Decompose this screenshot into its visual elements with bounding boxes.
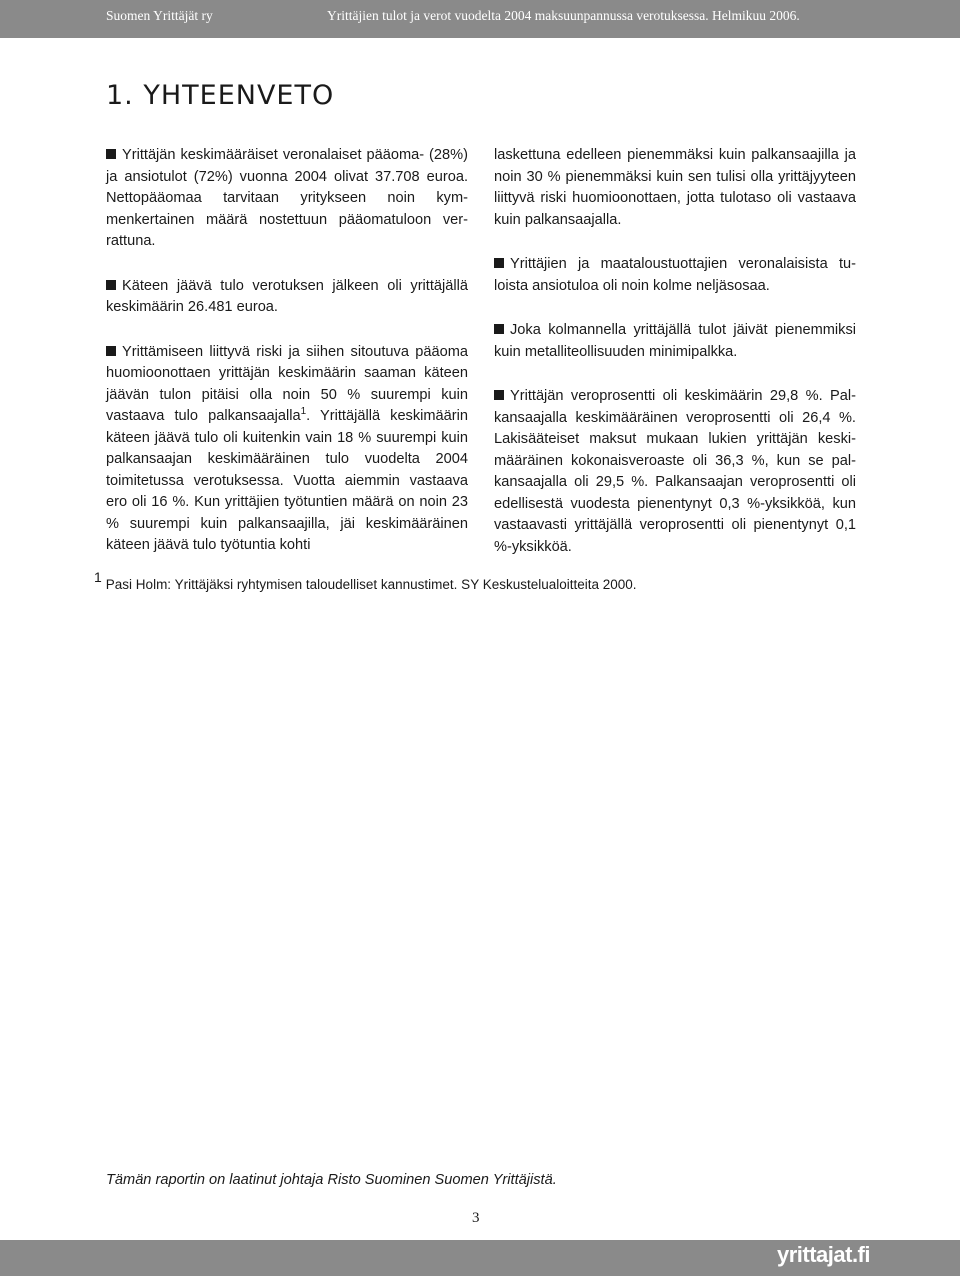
footnote-reference[interactable]: 1 bbox=[300, 406, 307, 418]
site-logo[interactable]: yrittajat.fi bbox=[776, 1242, 870, 1267]
header-report-title: Yrittäjien tulot ja verot vuodelta 2004 maksuunpannussa verotuksessa. Helmikuu 2006. bbox=[327, 8, 800, 23]
square-bullet-icon bbox=[494, 390, 504, 400]
page-header bbox=[0, 0, 960, 38]
paragraph-text: Yrittäjien ja maataloustuottajien veronalaisista tuloista ansiotuloa oli noin kolme neljäsosaa. bbox=[494, 256, 856, 294]
square-bullet-icon bbox=[494, 258, 504, 268]
summary-paragraph bbox=[106, 145, 468, 253]
square-bullet-icon bbox=[106, 280, 116, 290]
paragraph-text: Joka kolmannella yrittäjällä tulot jäivät pienemmiksi kuin metalliteollisuuden minimipalkka. bbox=[494, 322, 856, 360]
paragraph-text: Käteen jäävä tulo verotuksen jälkeen oli yrittäjällä keskimäärin 26.481 euroa. bbox=[106, 277, 468, 315]
paragraph-text: laskettuna edelleen pienemmäksi kuin palkansaajilla ja noin 30 % pienemmäksi kuin sen tulisi olla yrittäjyyteen liittyvä riski huomioonottaen, jotta tulotaso oli vastaava kuin palkansaajalla. bbox=[494, 147, 856, 228]
square-bullet-icon bbox=[106, 346, 116, 356]
paragraph-text: Yrittäjän keskimääräiset veronalaiset pääoma- (28%) ja ansiotulot (72%) vuonna 2004 olivat 37.708 euroa. Nettopääomaa tarvitaan yritykseen noin kymmenkertainen määrä nostettuun pääomatuloon verrattuna. bbox=[106, 147, 468, 249]
summary-paragraph bbox=[494, 254, 856, 297]
paragraph-text: . Yrittäjällä keskimäärin käteen jäävä tulo oli kuitenkin vain 18 % suurempi kuin palkansaajan keskimääräinen tulo vuodelta 2004 toimitetussa verotuksessa. Vuotta aiemmin vastaava ero oli 16 %. Kun yrittäjien työtuntien määrä on noin 23 % suurempi kuin palkansaajilla, jäi keskimääräinen käteen jäävä tulo työtuntia kohti bbox=[106, 408, 469, 553]
right-column bbox=[494, 145, 856, 581]
footnote bbox=[94, 569, 794, 592]
author-note: Tämän raportin on laatinut johtaja Risto Suominen Suomen Yrittäjistä. bbox=[106, 1172, 557, 1188]
section-title: 1. YHTEENVETO bbox=[106, 80, 335, 111]
summary-paragraph bbox=[106, 342, 468, 557]
paragraph-text: Yrittäjän veroprosentti oli keskimäärin 29,8 %. Palkansaajalla keskimääräinen veroprosentti oli 26,4 %. Lakisääteiset maksut mukaan lukien yrittäjän keskimääräinen kokonaisveroaste oli 36,3 %, kun se palkansaajalla oli 29,5 %. Palkansaajan veroprosentti oli edellisestä vuodesta pienentynyt 0,3 %-yksikköä, kun vastaavasti yrittäjällä veroprosentti oli pienentynyt 0,1 %-yksikköä. bbox=[494, 388, 856, 555]
summary-paragraph bbox=[494, 145, 856, 231]
page-footer bbox=[0, 1240, 960, 1276]
paragraph-text: Yrittämiseen liittyvä riski ja siihen sitoutuva pääoma huomioonottaen yrittäjän keskimäärin saaman käteen jäävän tulon pitäisi olla noin 50 % suurempi kuin vastaava tulo palkansaajalla bbox=[106, 343, 468, 424]
footnote-text: Pasi Holm: Yrittäjäksi ryhtymisen taloudelliset kannustimet. SY Keskustelualoitteita 2000. bbox=[105, 577, 637, 592]
square-bullet-icon bbox=[106, 149, 116, 159]
summary-paragraph bbox=[494, 386, 856, 558]
summary-paragraph bbox=[106, 276, 468, 319]
header-organization: Suomen Yrittäjät ry bbox=[106, 8, 213, 23]
left-column bbox=[106, 145, 468, 580]
summary-paragraph bbox=[494, 320, 856, 363]
page-number: 3 bbox=[472, 1210, 480, 1226]
square-bullet-icon bbox=[494, 324, 504, 334]
footnote-mark: 1 bbox=[94, 569, 102, 585]
